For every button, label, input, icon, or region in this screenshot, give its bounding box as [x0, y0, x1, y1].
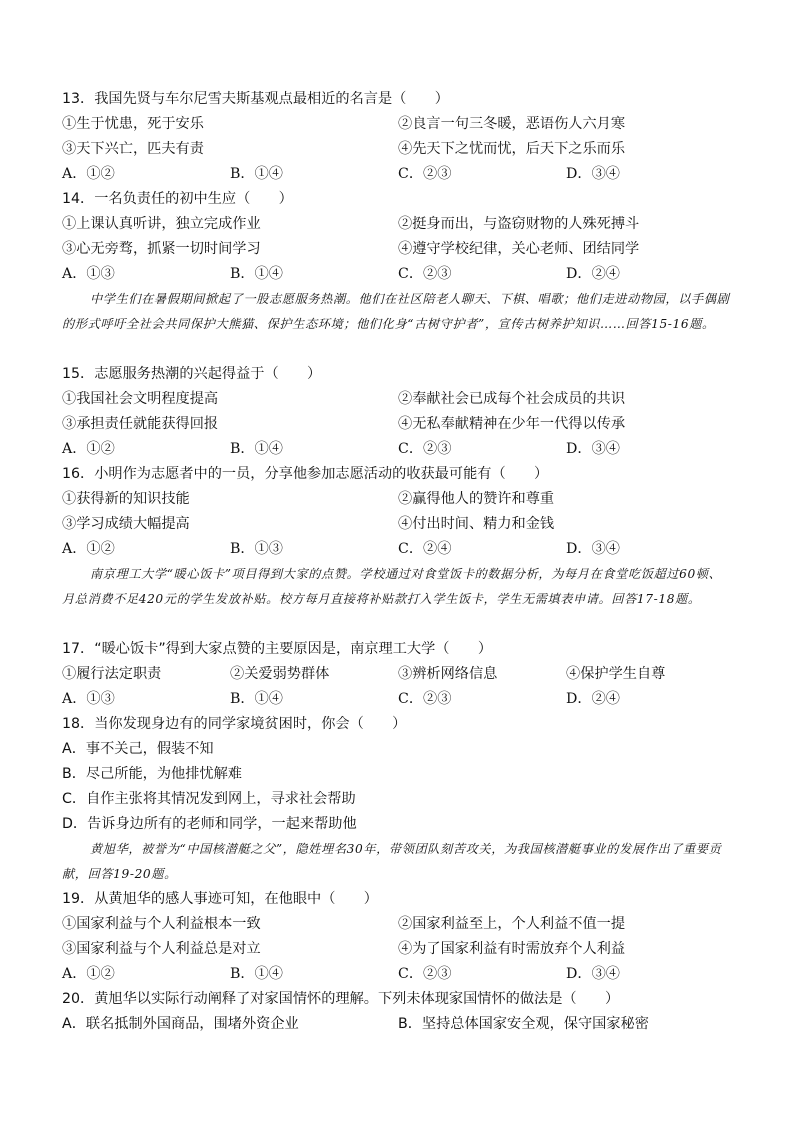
question-16-statements-row-1 [62, 487, 754, 512]
question-18-stem: 18．当你发现身边有的同学家境贫困时，你会（ ） [62, 716, 407, 732]
statement-3: ③学习成绩大幅提高 [62, 516, 190, 532]
statement-4: ④为了国家利益有时需放弃个人利益 [398, 941, 626, 957]
statement-1: ①履行法定职责 [62, 666, 162, 682]
question-15-statements-row-1 [62, 387, 754, 412]
question-19-stem: 19．从黄旭华的感人事迹可知，在他眼中（ ） [62, 891, 378, 907]
statement-4: ④付出时间、精力和金钱 [398, 516, 555, 532]
statement-2: ②赢得他人的赞许和尊重 [398, 491, 555, 507]
question-19-statements-row-2 [62, 937, 754, 962]
choice-c[interactable]: C．②③ [398, 966, 452, 982]
question-17-choices [62, 687, 754, 712]
choice-a[interactable]: A．①② [62, 166, 115, 182]
choice-d[interactable]: D．②④ [566, 691, 620, 707]
question-20-choices [62, 1012, 754, 1037]
choice-a[interactable]: A．①② [62, 966, 115, 982]
choice-c[interactable]: C．②③ [398, 691, 452, 707]
question-18-choice-c[interactable]: C．自作主张将其情况发到网上，寻求社会帮助 [62, 791, 356, 807]
passage-17-18: 南京理工大学“暖心饭卡”项目得到大家的点赞。学校通过对食堂饭卡的数据分析，为每月在食堂吃饭超过60顿、月总消费不足420元的学生发放补贴。校方每月直接将补贴款打入学生饭卡，学生无需填表申请。回答17-18题。 [62, 567, 722, 606]
choice-d[interactable]: D．③④ [566, 966, 620, 982]
question-13-choices [62, 162, 754, 187]
choice-c[interactable]: C．②③ [398, 266, 452, 282]
question-13-statements-row-2 [62, 137, 754, 162]
passage-15-16: 中学生们在暑假期间掀起了一股志愿服务热潮。他们在社区陪老人聊天、下棋、唱歌；他们走进动物园，以手偶剧的形式呼吁全社会共同保护大熊猫、保护生态环境；他们化身“古树守护者”，宣传古树养护知识……回答15-16题。 [62, 292, 730, 331]
choice-b[interactable]: B．①④ [230, 966, 283, 982]
statement-1: ①国家利益与个人利益根本一致 [62, 916, 261, 932]
choice-b[interactable]: B．①④ [230, 166, 283, 182]
choice-d[interactable]: D．③④ [566, 166, 620, 182]
statement-2: ②奉献社会已成每个社会成员的共识 [398, 391, 626, 407]
statement-2: ②挺身而出，与盗窃财物的人殊死搏斗 [398, 216, 640, 232]
statement-1: ①上课认真听讲，独立完成作业 [62, 216, 261, 232]
question-15-stem: 15．志愿服务热潮的兴起得益于（ ） [62, 366, 322, 382]
statement-3: ③国家利益与个人利益总是对立 [62, 941, 261, 957]
question-15-statements-row-2 [62, 412, 754, 437]
question-15-choices [62, 437, 754, 462]
choice-d[interactable]: D．③④ [566, 541, 620, 557]
question-19-choices [62, 962, 754, 987]
choice-b[interactable]: B．坚持总体国家安全观，保守国家秘密 [398, 1016, 649, 1032]
question-18-choice-b[interactable]: B．尽己所能，为他排忧解难 [62, 766, 242, 782]
statement-1: ①我国社会文明程度提高 [62, 391, 219, 407]
statement-1: ①生于忧患，死于安乐 [62, 116, 204, 132]
choice-b[interactable]: B．①④ [230, 441, 283, 457]
question-20-stem: 20．黄旭华以实际行动阐释了对家国情怀的理解。下列未体现家国情怀的做法是（ ） [62, 991, 620, 1007]
choice-a[interactable]: A．①② [62, 541, 115, 557]
question-14-stem: 14．一名负责任的初中生应（ ） [62, 191, 293, 207]
question-14-statements-row-1 [62, 212, 754, 237]
question-18-choice-a[interactable]: A．事不关己，假装不知 [62, 741, 214, 757]
choice-d[interactable]: D．②④ [566, 266, 620, 282]
statement-4: ④先天下之忧而忧，后天下之乐而乐 [398, 141, 626, 157]
statement-1: ①获得新的知识技能 [62, 491, 190, 507]
statement-2: ②良言一句三冬暖，恶语伤人六月寒 [398, 116, 626, 132]
statement-2: ②国家利益至上，个人利益不值一提 [398, 916, 626, 932]
question-18-choice-d[interactable]: D．告诉身边所有的老师和同学，一起来帮助他 [62, 816, 357, 832]
question-19-statements-row-1 [62, 912, 754, 937]
choice-a[interactable]: A．①② [62, 441, 115, 457]
choice-b[interactable]: B．①④ [230, 691, 283, 707]
choice-b[interactable]: B．①④ [230, 266, 283, 282]
statement-3: ③辨析网络信息 [398, 666, 498, 682]
statement-3: ③承担责任就能获得回报 [62, 416, 219, 432]
choice-a[interactable]: A．联名抵制外国商品，围堵外资企业 [62, 1016, 299, 1032]
statement-3: ③天下兴亡，匹夫有责 [62, 141, 204, 157]
question-17-stem: 17．“暖心饭卡”得到大家点赞的主要原因是，南京理工大学（ ） [62, 641, 493, 657]
passage-19-20: 黄旭华，被誉为“中国核潜艇之父”，隐姓埋名30年，带领团队刻苦攻关，为我国核潜艇事业的发展作出了重要贡献，回答19-20题。 [62, 842, 722, 881]
question-13-stem: 13．我国先贤与车尔尼雪夫斯基观点最相近的名言是（ ） [62, 91, 449, 107]
statement-3: ③心无旁骛，抓紧一切时间学习 [62, 241, 261, 257]
question-16-statements-row-2 [62, 512, 754, 537]
choice-c[interactable]: C．②③ [398, 166, 452, 182]
question-14-choices [62, 262, 754, 287]
statement-4: ④遵守学校纪律，关心老师、团结同学 [398, 241, 640, 257]
question-14-statements-row-2 [62, 237, 754, 262]
question-16-stem: 16．小明作为志愿者中的一员，分享他参加志愿活动的收获最可能有（ ） [62, 466, 549, 482]
choice-a[interactable]: A．①③ [62, 691, 115, 707]
choice-b[interactable]: B．①③ [230, 541, 283, 557]
question-16-choices [62, 537, 754, 562]
choice-a[interactable]: A．①③ [62, 266, 115, 282]
choice-c[interactable]: C．②③ [398, 441, 452, 457]
statement-4: ④保护学生自尊 [566, 666, 666, 682]
choice-d[interactable]: D．③④ [566, 441, 620, 457]
statement-4: ④无私奉献精神在少年一代得以传承 [398, 416, 626, 432]
question-13-statements-row-1 [62, 112, 754, 137]
choice-c[interactable]: C．②④ [398, 541, 452, 557]
statement-2: ②关爱弱势群体 [230, 666, 330, 682]
question-17-statements [62, 662, 754, 687]
